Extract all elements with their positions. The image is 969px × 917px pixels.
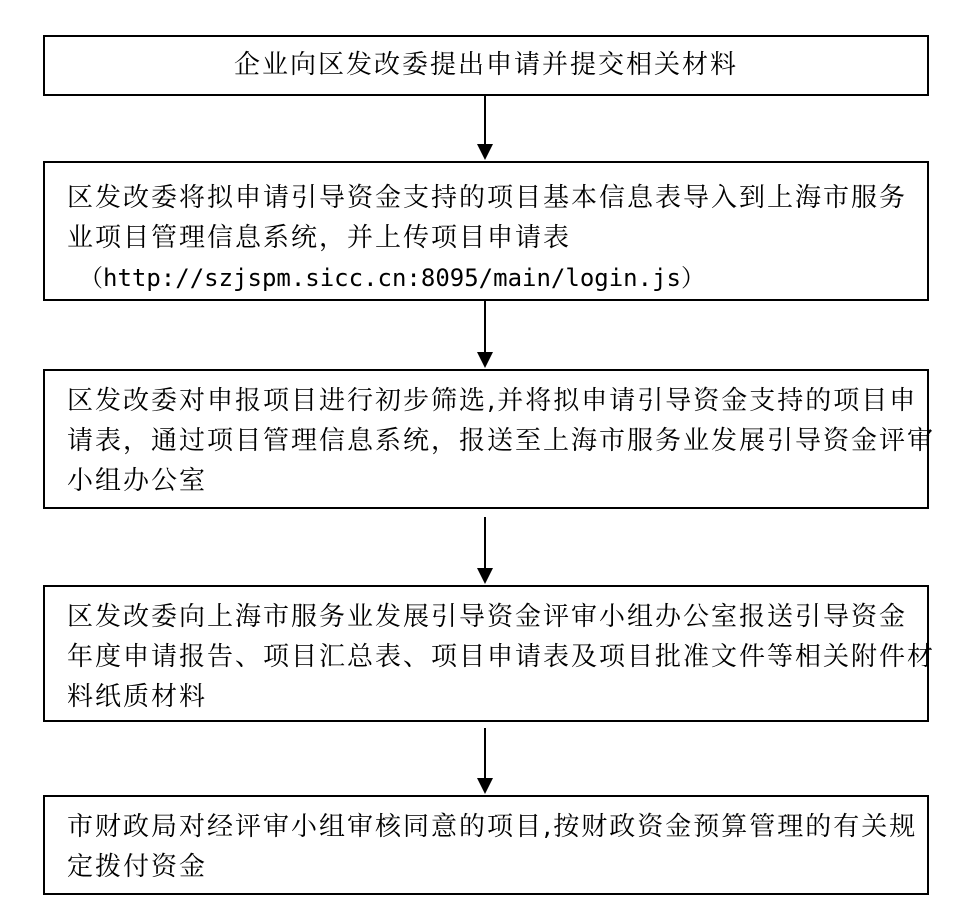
step-1-line-1: 企业向区发改委提出申请并提交相关材料 bbox=[233, 50, 738, 80]
step-4-text bbox=[45, 587, 936, 717]
step-2-line-1: 区发改委将拟申请引导资金支持的项目基本信息表导入到上海市服务 bbox=[67, 183, 908, 213]
arrow-4 bbox=[471, 722, 499, 795]
flow-step-1 bbox=[43, 35, 929, 96]
step-3-line-1: 区发改委对申报项目进行初步筛选,并将拟申请引导资金支持的项目申 bbox=[67, 386, 918, 416]
step-2-url: （http://szjspm.sicc.cn:8095/main/login.js） bbox=[79, 264, 705, 292]
step-5-line-1: 市财政局对经评审小组审核同意的项目,按财政资金预算管理的有关规 bbox=[67, 812, 918, 842]
step-3-text bbox=[45, 371, 936, 501]
flow-step-2 bbox=[43, 161, 929, 301]
flow-step-5 bbox=[43, 795, 929, 895]
step-3-line-3: 小组办公室 bbox=[67, 466, 208, 496]
step-5-line-2: 定拨付资金 bbox=[67, 852, 208, 882]
flow-step-4 bbox=[43, 585, 936, 722]
step-2-line-2: 业项目管理信息系统，并上传项目申请表 bbox=[67, 223, 572, 253]
step-1-text bbox=[45, 37, 927, 94]
step-4-line-3: 料纸质材料 bbox=[67, 682, 208, 712]
step-4-line-1: 区发改委向上海市服务业发展引导资金评审小组办公室报送引导资金 bbox=[67, 602, 908, 632]
arrow-2 bbox=[471, 301, 499, 369]
step-5-text bbox=[45, 797, 927, 887]
step-3-line-2: 请表，通过项目管理信息系统，报送至上海市服务业发展引导资金评审 bbox=[67, 426, 936, 456]
flow-step-3 bbox=[43, 369, 936, 509]
step-2-text bbox=[45, 163, 927, 298]
step-4-line-2: 年度申请报告、项目汇总表、项目申请表及项目批准文件等相关附件材 bbox=[67, 642, 936, 672]
arrow-1 bbox=[471, 96, 499, 161]
arrow-3 bbox=[471, 509, 499, 585]
